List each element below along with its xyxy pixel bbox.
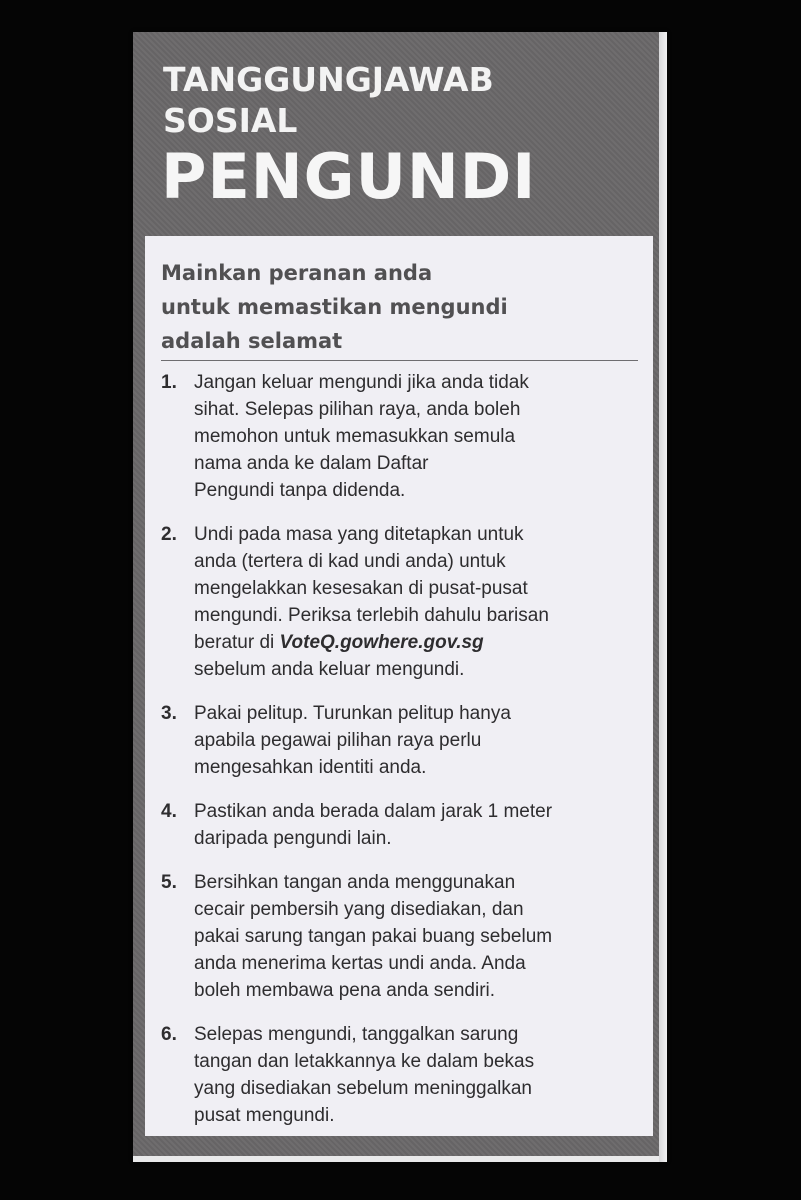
rule-text-line: mengesahkan identiti anda. (194, 757, 427, 778)
rule-text-line: anda menerima kertas undi anda. Anda (194, 953, 526, 974)
rule-text-line: sihat. Selepas pilihan raya, anda boleh (194, 399, 521, 420)
rule-number: 2. (161, 524, 177, 545)
rule-item-5 (161, 869, 641, 1004)
rule-text-line: Selepas mengundi, tanggalkan sarung (194, 1024, 519, 1045)
leaflet-edge (659, 32, 667, 1162)
rule-number: 5. (161, 872, 177, 893)
rule-number: 1. (161, 372, 177, 393)
rule-text-line: pusat mengundi. (194, 1105, 335, 1126)
subtitle-line: adalah selamat (161, 329, 343, 353)
divider (161, 360, 638, 361)
rule-text-line: anda (tertera di kad undi anda) untuk (194, 551, 506, 572)
rule-item-4 (161, 798, 641, 852)
rule-text-line: Jangan keluar mengundi jika anda tidak (194, 372, 529, 393)
subtitle-line: untuk memastikan mengundi (161, 295, 508, 319)
rule-item-6 (161, 1021, 641, 1129)
rule-text-line: memohon untuk memasukkan semula (194, 426, 516, 447)
rule-text-line: yang disediakan sebelum meninggalkan (194, 1078, 533, 1099)
rule-text-line: daripada pengundi lain. (194, 828, 392, 849)
rule-text-line: tangan dan letakkannya ke dalam bekas (194, 1051, 535, 1072)
rule-text-line: cecair pembersih yang disediakan, dan (194, 899, 524, 920)
rule-text-line: apabila pegawai pilihan raya perlu (194, 730, 482, 751)
rule-number: 4. (161, 801, 177, 822)
header-band (133, 32, 659, 1156)
rule-text-line: pakai sarung tangan pakai buang sebelum (194, 926, 553, 947)
rule-item-1 (161, 369, 641, 504)
content-panel (145, 236, 653, 1136)
rule-number: 6. (161, 1024, 177, 1045)
rule-number: 3. (161, 703, 177, 724)
rule-text-line: Undi pada masa yang ditetapkan untuk (194, 524, 524, 545)
rule-text-line: nama anda ke dalam Daftar (194, 453, 429, 474)
rule-text-line: boleh membawa pena anda sendiri. (194, 980, 496, 1001)
rule-text-line: sebelum anda keluar mengundi. (194, 659, 465, 680)
rule-text-line (194, 629, 641, 656)
title-line-1: TANGGUNGJAWAB (163, 60, 494, 99)
rule-item-3 (161, 700, 641, 781)
rule-text-line: Pengundi tanpa didenda. (194, 480, 406, 501)
subtitle-line: Mainkan peranan anda (161, 261, 433, 285)
rule-item-2 (161, 521, 641, 683)
title-line-2: SOSIAL (163, 101, 298, 140)
subtitle (161, 256, 631, 358)
rule-text-line: mengelakkan kesesakan di pusat-pusat (194, 578, 528, 599)
rule-text-line: Bersihkan tangan anda menggunakan (194, 872, 516, 893)
voteq-link[interactable]: VoteQ.gowhere.gov.sg (279, 632, 484, 653)
link-prefix: beratur di (194, 632, 280, 653)
rule-text-line: Pastikan anda berada dalam jarak 1 meter (194, 801, 553, 822)
leaflet (133, 32, 667, 1162)
rule-text-line: Pakai pelitup. Turunkan pelitup hanya (194, 703, 511, 724)
rules-list (161, 369, 641, 1129)
rule-text-line: mengundi. Periksa terlebih dahulu barisan (194, 605, 549, 626)
title-main: PENGUNDI (161, 140, 537, 213)
